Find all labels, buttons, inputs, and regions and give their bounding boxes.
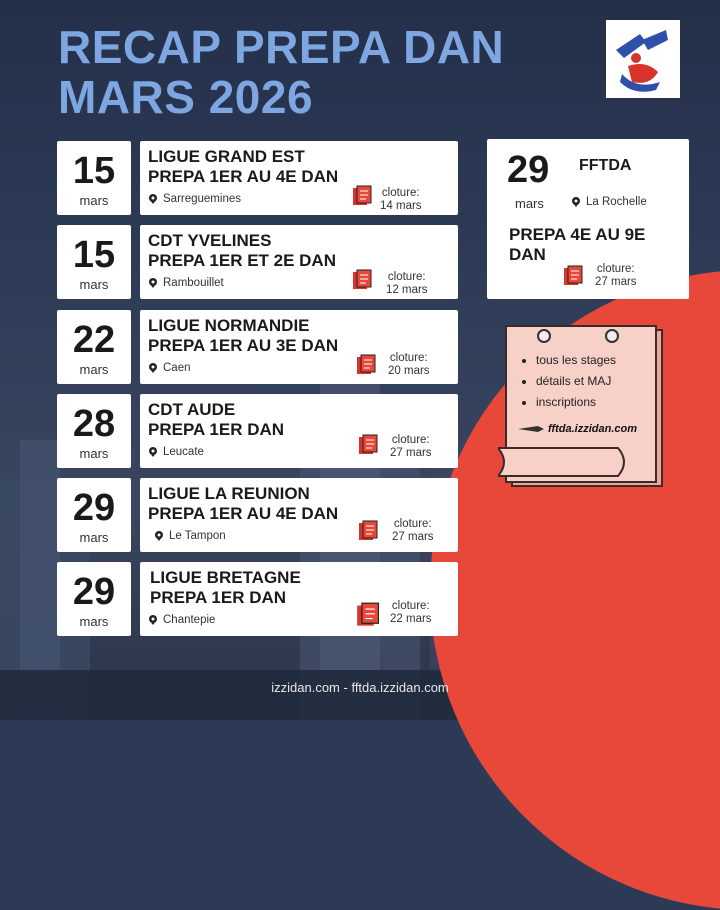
event-day: 28	[72, 403, 116, 445]
event-organizer: LIGUE BRETAGNE	[150, 568, 301, 587]
event-location	[148, 193, 241, 205]
event-month: mars	[79, 530, 109, 545]
featured-prepa-line-1: PREPA 4E AU 9E	[509, 225, 646, 244]
cloture-label: cloture:	[393, 518, 432, 530]
cloture-label: cloture:	[391, 434, 430, 446]
cloture-date: 20 mars	[388, 365, 430, 377]
event-prepa: PREPA 1ER AU 4E DAN	[148, 504, 339, 523]
notepad-link[interactable]	[518, 423, 637, 435]
event-date	[57, 394, 131, 468]
event-month: mars	[79, 362, 109, 377]
map-pin-icon	[148, 363, 158, 373]
event-details	[140, 394, 458, 468]
notepad-list	[520, 350, 616, 413]
notepad-links[interactable]	[498, 322, 668, 492]
event-day: 15	[72, 150, 116, 192]
form-document-icon	[358, 434, 380, 456]
map-pin-icon	[148, 615, 158, 625]
event-location-text: Le Tampon	[169, 530, 226, 542]
title-line-2: MARS 2026	[58, 71, 314, 123]
cloture-label: cloture:	[387, 271, 426, 283]
map-pin-icon	[148, 447, 158, 457]
footer-links[interactable]: izzidan.com - fftda.izzidan.com	[271, 680, 449, 695]
event-date	[57, 478, 131, 552]
event-details	[140, 225, 458, 299]
event-location-text: Chantepie	[163, 614, 216, 626]
event-details	[140, 310, 458, 384]
cloture-date: 27 mars	[390, 447, 432, 459]
event-prepa: PREPA 1ER DAN	[150, 588, 287, 607]
event-location	[148, 446, 204, 458]
event-organizer: CDT AUDE	[148, 400, 236, 419]
form-document-icon	[356, 602, 382, 628]
event-location	[148, 614, 215, 626]
featured-event-card	[487, 139, 689, 299]
featured-prepa-line-2: DAN	[509, 245, 546, 264]
form-document-icon	[358, 520, 380, 542]
featured-prepa	[509, 225, 645, 265]
map-pin-icon	[571, 197, 581, 207]
event-date	[57, 141, 131, 215]
featured-organizer: FFTDA	[579, 157, 632, 174]
event-location	[148, 362, 191, 374]
event-prepa: PREPA 1ER AU 3E DAN	[148, 336, 339, 355]
notepad-link-text[interactable]: fftda.izzidan.com	[548, 423, 638, 435]
cloture-label: cloture:	[391, 600, 430, 612]
event-month: mars	[79, 614, 109, 629]
event-location-text: Sarreguemines	[163, 193, 241, 205]
cloture-date: 22 mars	[390, 613, 432, 625]
map-pin-icon	[148, 194, 158, 204]
event-details	[140, 562, 458, 636]
event-day: 29	[72, 487, 116, 529]
form-document-icon	[563, 265, 585, 287]
cloture-date: 12 mars	[386, 284, 428, 296]
featured-location-text: La Rochelle	[586, 196, 647, 208]
event-location	[154, 530, 226, 542]
form-document-icon	[352, 185, 374, 207]
event-prepa: PREPA 1ER AU 4E DAN	[148, 167, 339, 186]
event-organizer: CDT YVELINES	[148, 231, 272, 250]
event-cloture	[388, 352, 430, 378]
event-prepa: PREPA 1ER DAN	[148, 420, 285, 439]
map-pin-icon	[154, 531, 164, 541]
event-day: 15	[72, 234, 116, 276]
event-date	[57, 310, 131, 384]
event-date	[57, 225, 131, 299]
notepad-item: • tous les stages	[536, 350, 616, 371]
event-month: mars	[79, 446, 109, 461]
event-prepa: PREPA 1ER ET 2E DAN	[148, 251, 336, 270]
event-day: 29	[72, 571, 116, 613]
event-location	[148, 277, 224, 289]
fftda-logo	[606, 20, 680, 98]
event-month: mars	[79, 277, 109, 292]
event-cloture	[392, 518, 434, 544]
cloture-date: 14 mars	[380, 200, 422, 212]
event-cloture	[390, 600, 432, 626]
event-location-text: Rambouillet	[163, 277, 224, 289]
featured-location	[571, 196, 647, 208]
featured-cloture	[595, 263, 637, 289]
title-line-1: RECAP PREPA DAN	[58, 21, 505, 73]
map-pin-icon	[148, 278, 158, 288]
notepad-item: • inscriptions	[536, 392, 616, 413]
notepad-item: • détails et MAJ	[536, 371, 616, 392]
form-document-icon	[352, 269, 374, 291]
cloture-date: 27 mars	[595, 276, 637, 288]
event-details	[140, 141, 458, 215]
cloture-label: cloture:	[381, 187, 420, 199]
event-location-text: Caen	[163, 362, 191, 374]
cloture-date: 27 mars	[392, 531, 434, 543]
event-organizer: LIGUE LA REUNION	[148, 484, 310, 503]
event-cloture	[386, 271, 428, 297]
event-cloture	[390, 434, 432, 460]
pencil-icon	[518, 425, 544, 433]
event-month: mars	[79, 193, 109, 208]
page-title	[58, 22, 504, 122]
event-cloture	[380, 187, 422, 213]
form-document-icon	[356, 354, 378, 376]
event-location-text: Leucate	[163, 446, 204, 458]
event-date	[57, 562, 131, 636]
event-organizer: LIGUE GRAND EST	[148, 147, 305, 166]
event-organizer: LIGUE NORMANDIE	[148, 316, 310, 335]
cloture-label: cloture:	[389, 352, 428, 364]
fftda-logo-icon	[606, 20, 680, 98]
featured-month: mars	[515, 196, 544, 211]
event-details	[140, 478, 458, 552]
cloture-label: cloture:	[596, 263, 635, 275]
event-day: 22	[72, 319, 116, 361]
featured-day: 29	[507, 149, 550, 191]
